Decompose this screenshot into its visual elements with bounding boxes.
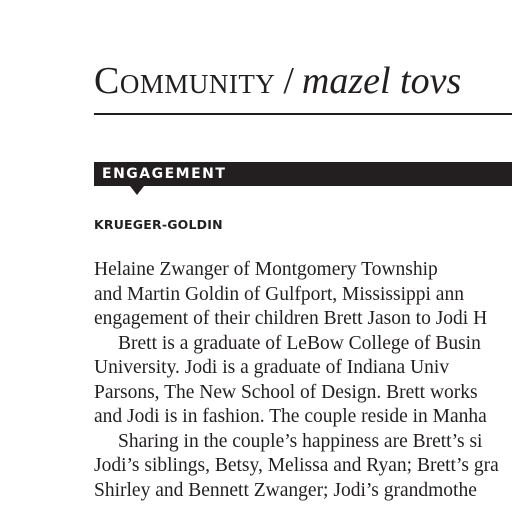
subsection-title: mazel tovs <box>301 60 462 102</box>
body-line: Brett is a graduate of LeBow College of Busin <box>118 332 481 354</box>
body-line: University. Jodi is a graduate of Indiana Univ <box>94 357 450 378</box>
announcement-name: KRUEGER-GOLDIN <box>94 217 223 232</box>
page-title <box>94 62 461 100</box>
body-line: engagement of their children Brett Jason to Jodi H <box>94 308 488 329</box>
title-separator: / <box>283 60 294 102</box>
section-banner <box>94 162 512 186</box>
banner-label: ENGAGEMENT <box>102 166 227 182</box>
body-line: Jodi’s siblings, Betsy, Melissa and Ryan; Brett’s gra <box>94 455 499 476</box>
body-line: Parsons, The New School of Design. Brett works <box>94 381 478 403</box>
body-line: and Martin Goldin of Gulfport, Mississippi ann <box>94 283 464 305</box>
body-line: Shirley and Bennett Zwanger; Jodi’s grandmothe <box>94 479 477 501</box>
banner-pointer <box>130 186 144 195</box>
body-line: Helaine Zwanger of Montgomery Township <box>94 259 438 280</box>
body-line: Sharing in the couple’s happiness are Brett’s si <box>118 430 483 452</box>
body-line: and Jodi is in fashion. The couple reside in Manha <box>94 406 487 427</box>
title-rule <box>94 113 512 115</box>
announcement-body <box>94 258 499 503</box>
section-title: Community <box>94 60 276 102</box>
